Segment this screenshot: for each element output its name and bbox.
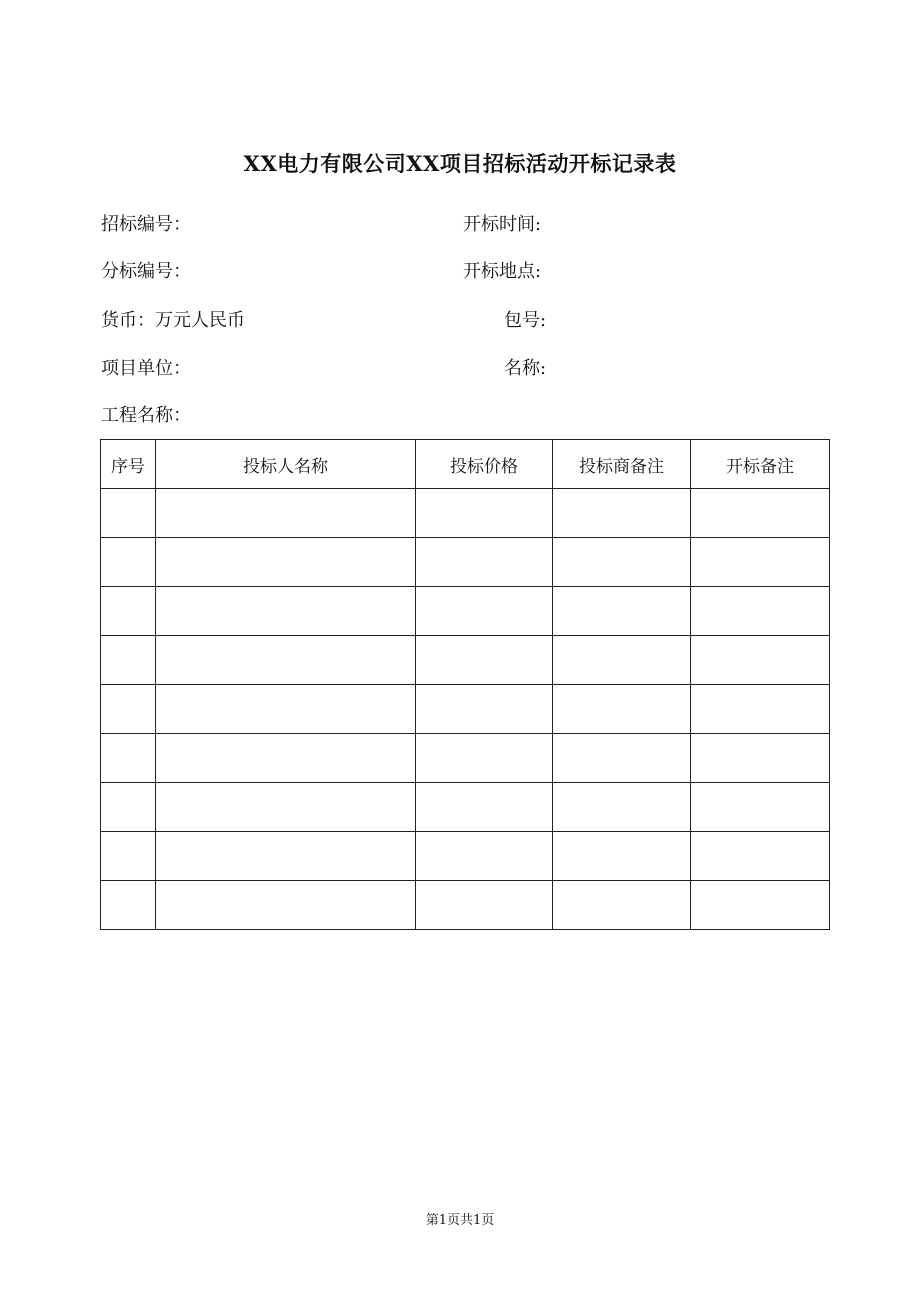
table-cell: [553, 489, 691, 538]
table-cell: [101, 538, 156, 587]
table-cell: [101, 832, 156, 881]
table-cell: [101, 636, 156, 685]
table-header-row: [101, 440, 830, 489]
name-label: 名称:: [504, 358, 547, 379]
table-cell: [416, 538, 553, 587]
table-cell: [101, 685, 156, 734]
table-cell: [416, 783, 553, 832]
table-cell: [156, 685, 416, 734]
table-row: [101, 636, 830, 685]
table-row: [101, 881, 830, 930]
table-cell: [156, 881, 416, 930]
table-cell: [156, 783, 416, 832]
table-cell: [553, 636, 691, 685]
table-cell: [156, 538, 416, 587]
table-cell: [553, 538, 691, 587]
table-cell: [691, 734, 830, 783]
lot-number-label: 分标编号：: [101, 261, 191, 282]
table-cell: [416, 685, 553, 734]
header-bidder-remarks: 投标商备注: [553, 440, 691, 489]
table-cell: [156, 734, 416, 783]
table-cell: [553, 734, 691, 783]
project-unit-label: 项目单位：: [101, 358, 191, 379]
table-cell: [156, 587, 416, 636]
table-row: [101, 489, 830, 538]
table-cell: [101, 881, 156, 930]
table-cell: [156, 832, 416, 881]
table-cell: [101, 489, 156, 538]
table-cell: [416, 636, 553, 685]
table-cell: [156, 489, 416, 538]
table-row: [101, 587, 830, 636]
table-cell: [553, 783, 691, 832]
table-row: [101, 538, 830, 587]
opening-place-label: 开标地点:: [463, 261, 542, 282]
table-row: [101, 783, 830, 832]
package-number-label: 包号:: [504, 310, 547, 331]
currency-label: 货币：万元人民币: [101, 310, 245, 331]
table-cell: [691, 587, 830, 636]
table-cell: [691, 783, 830, 832]
table-cell: [416, 587, 553, 636]
table-cell: [691, 636, 830, 685]
table-cell: [156, 636, 416, 685]
header-serial-number: 序号: [101, 440, 156, 489]
table-row: [101, 734, 830, 783]
table-cell: [553, 587, 691, 636]
table-row: [101, 832, 830, 881]
document-title: XX电力有限公司XX项目招标活动开标记录表: [243, 151, 677, 176]
table-cell: [101, 783, 156, 832]
table-cell: [416, 832, 553, 881]
table-cell: [691, 832, 830, 881]
header-bid-price: 投标价格: [416, 440, 553, 489]
table-cell: [553, 832, 691, 881]
table-cell: [553, 685, 691, 734]
table-cell: [416, 881, 553, 930]
header-bidder-name: 投标人名称: [156, 440, 416, 489]
table-cell: [691, 538, 830, 587]
table-cell: [101, 587, 156, 636]
page-number: 第1页共1页: [425, 1213, 495, 1228]
project-name-label: 工程名称：: [101, 405, 191, 426]
table-cell: [416, 489, 553, 538]
table-cell: [691, 685, 830, 734]
tender-number-label: 招标编号：: [101, 214, 191, 235]
opening-time-label: 开标时间:: [463, 214, 542, 235]
header-opening-remarks: 开标备注: [691, 440, 830, 489]
table-cell: [553, 881, 691, 930]
table-cell: [416, 734, 553, 783]
table-cell: [101, 734, 156, 783]
table-cell: [691, 881, 830, 930]
table-cell: [691, 489, 830, 538]
table-row: [101, 685, 830, 734]
bid-opening-record-table: [100, 439, 830, 930]
